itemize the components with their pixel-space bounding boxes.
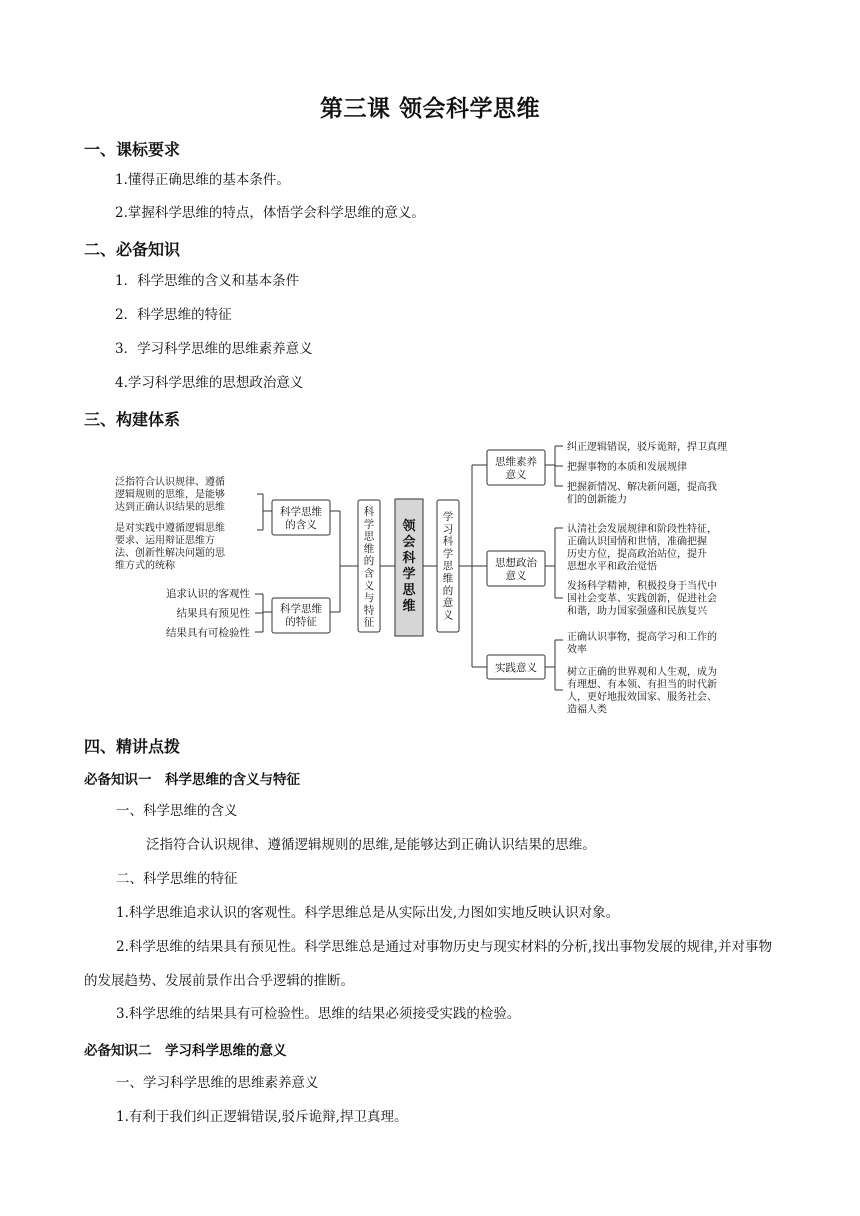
knowledge1-p1: 1.科学思维追求认识的客观性。科学思维总是从实际出发,力图如实地反映认识对象。 [116, 905, 620, 921]
sig3-text: 效率 [567, 644, 587, 656]
meaning-text: 维方式的统称 [115, 560, 175, 572]
meaning-text: 法、创新性解决问题的思 [115, 548, 225, 559]
knowledge1-sub1-text: 泛指符合认识规律、遵循逻辑规则的思维,是能够达到正确认识结果的思维。 [146, 837, 596, 853]
sig1-text: 把握新情况、解决新问题，提高我 [567, 482, 717, 493]
right-mid-char: 科 [442, 535, 454, 548]
sig3-text: 有理想、有本领、有担当的时代新 [567, 679, 717, 691]
left-mid-char: 特 [363, 604, 375, 617]
feature-text: 结果具有可检验性 [166, 627, 250, 639]
sig1-text: 把握事物的本质和发展规律 [567, 462, 687, 473]
center-title-char: 学 [402, 567, 416, 582]
center-title-char: 会 [402, 535, 416, 550]
left-mid-char: 科 [363, 506, 375, 518]
center-title-char: 思 [402, 583, 416, 598]
sig2-box-label: 意义 [505, 570, 527, 582]
center-title-char: 领 [402, 519, 416, 534]
left-mid-char: 征 [363, 616, 375, 629]
sig3-text: 正确认识事物，提高学习和工作的 [567, 632, 717, 643]
feature-text: 结果具有预见性 [176, 607, 250, 620]
section-heading-system: 三、构建体系 [84, 410, 181, 429]
sig2-box-label: 思想政治 [495, 557, 537, 569]
meaning-text: 泛指符合认识规律、遵循 [115, 477, 225, 488]
meaning-text: 是对实践中遵循逻辑思维 [115, 523, 225, 534]
sig3-text: 造福人类 [567, 704, 607, 716]
left-mid-char: 学 [363, 518, 375, 531]
knowledge-item-1: 1．科学思维的含义和基本条件 [115, 273, 300, 289]
right-mid-char: 意 [442, 597, 454, 610]
left-mid-char: 维 [363, 542, 375, 555]
sig2-text: 正确认识国情和世情，准确把握 [567, 536, 707, 548]
left-mid-char: 与 [363, 592, 375, 605]
center-title-char: 科 [402, 551, 416, 566]
page-title: 第三课 领会科学思维 [319, 96, 540, 122]
knowledge2-heading: 必备知识二 学习科学思维的意义 [84, 1043, 287, 1059]
meaning-box-label: 科学思维 [280, 506, 322, 518]
sig1-text: 纠正逻辑错误，驳斥诡辩，捍卫真理 [567, 442, 727, 453]
section-heading-standards: 一、课标要求 [84, 140, 181, 159]
knowledge-item-2: 2．科学思维的特征 [115, 307, 232, 323]
knowledge2-sub1: 一、学习科学思维的思维素养意义 [116, 1075, 319, 1091]
sig1-box-label: 思维素养 [495, 456, 537, 468]
knowledge1-sub2: 二、科学思维的特征 [116, 871, 238, 887]
feature-box-label: 的特征 [285, 616, 317, 628]
meaning-box-label: 的含义 [285, 519, 317, 531]
section-heading-knowledge: 二、必备知识 [84, 240, 181, 259]
sig3-text: 树立正确的世界观和人生观，成为 [567, 667, 717, 678]
sig2-text: 思想水平和政治觉悟 [567, 561, 657, 573]
sig2-text: 发扬科学精神，积极投身于当代中 [567, 581, 717, 592]
left-mid-char: 思 [363, 530, 375, 543]
knowledge-item-4: 4.学习科学思维的思想政治意义 [115, 375, 304, 391]
left-mid-char: 的 [363, 555, 375, 568]
feature-box-label: 科学思维 [280, 603, 322, 615]
right-mid-char: 思 [442, 560, 454, 573]
section-heading-explain: 四、精讲点拨 [84, 737, 181, 756]
knowledge1-p2: 2.科学思维的结果具有预见性。科学思维总是通过对事物历史与现实材料的分析,找出事物发展的规律,并对事物的发展趋势、发展前景作出合乎逻辑的推断。 [84, 939, 772, 989]
sig3-box-label: 实践意义 [495, 662, 537, 674]
right-mid-char: 学 [442, 547, 454, 560]
right-mid-char: 义 [442, 609, 454, 622]
sig2-text: 认清社会发展规律和阶段性特征， [567, 524, 717, 535]
sig2-text: 国社会变革、实践创新，促进社会 [567, 593, 717, 605]
feature-text: 追求认识的客观性 [166, 588, 250, 600]
meaning-text: 逻辑规则的思维，是能够 [115, 489, 225, 501]
center-title-char: 维 [402, 599, 416, 614]
right-mid-char: 的 [442, 584, 454, 597]
left-mid-char: 义 [363, 579, 375, 592]
sig1-box-label: 意义 [505, 469, 527, 481]
knowledge1-heading: 必备知识一 科学思维的含义与特征 [84, 772, 300, 788]
meaning-text: 达到正确认识结果的思维 [115, 502, 225, 513]
knowledge1-sub1: 一、科学思维的含义 [116, 803, 238, 819]
sig2-text: 历史方位，提高政治站位，提升 [567, 549, 707, 560]
standard-item-2: 2.掌握科学思维的特点，体悟学会科学思维的意义。 [115, 205, 425, 221]
right-mid-char: 习 [442, 523, 454, 536]
knowledge1-p3: 3.科学思维的结果具有可检验性。思维的结果必须接受实践的检验。 [116, 1006, 521, 1022]
standard-item-1: 1.懂得正确思维的基本条件。 [115, 172, 290, 188]
right-mid-char: 维 [442, 572, 454, 585]
sig2-text: 和谐，助力国家强盛和民族复兴 [567, 606, 707, 617]
knowledge-item-3: 3．学习科学思维的思维素养意义 [115, 341, 313, 357]
knowledge2-p1: 1.有利于我们纠正逻辑错误,驳斥诡辩,捍卫真理。 [116, 1109, 408, 1125]
meaning-text: 要求、运用辩证思维方 [115, 535, 215, 547]
left-mid-char: 含 [363, 567, 375, 580]
sig1-text: 们的创新能力 [567, 494, 627, 506]
right-mid-char: 学 [442, 511, 454, 523]
sig3-text: 人，更好地报效国家、服务社会、 [567, 692, 717, 703]
